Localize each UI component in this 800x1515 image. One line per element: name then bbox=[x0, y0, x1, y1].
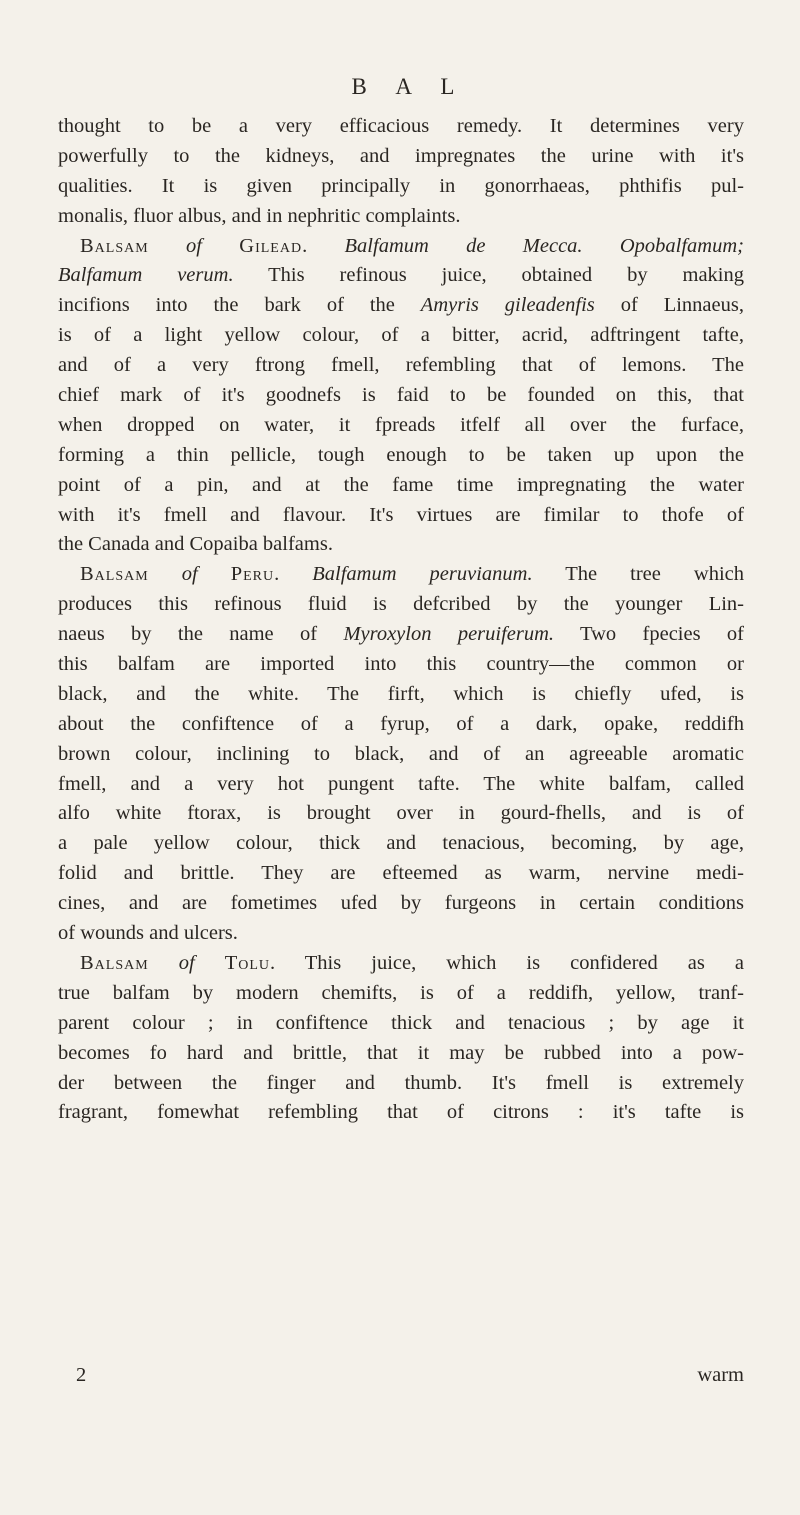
text-line bbox=[58, 1069, 744, 1099]
text-line bbox=[58, 321, 744, 351]
text-segment: becomes fo hard and brittle, that it may be rubbed into a pow- bbox=[58, 1041, 744, 1064]
text-segment: . bbox=[274, 563, 313, 586]
text-segment: chief mark of it's goodnefs is faid to be founded on this, that bbox=[58, 384, 744, 407]
signature-mark: 2 bbox=[76, 1364, 87, 1386]
text-line bbox=[58, 501, 744, 531]
text-segment: naeus by the name of bbox=[58, 623, 344, 646]
text-line bbox=[58, 770, 744, 800]
text-segment: folid and brittle. They are efteemed as warm, nervine medi- bbox=[58, 862, 744, 885]
text-line bbox=[58, 1039, 744, 1069]
text-segment: fmell, and a very hot pungent tafte. The white balfam, called bbox=[58, 772, 744, 795]
text-line bbox=[58, 979, 744, 1009]
text-line bbox=[58, 202, 744, 232]
text-line bbox=[58, 620, 744, 650]
text-line bbox=[58, 1009, 744, 1039]
text-line bbox=[58, 710, 744, 740]
text-line bbox=[58, 949, 744, 979]
text-segment: forming a thin pellicle, tough enough to be taken up upon the bbox=[58, 443, 744, 466]
text-segment: . bbox=[302, 234, 345, 257]
text-segment: thought to be a very efficacious remedy. It determines very bbox=[58, 115, 744, 137]
text-line bbox=[58, 232, 744, 262]
text-segment: about the confiftence of a fyrup, of a dark, opake, reddifh bbox=[58, 712, 744, 735]
text-line bbox=[58, 112, 744, 142]
text-segment: cines, and are fometimes ufed by furgeons in certain conditions bbox=[58, 892, 744, 915]
text-line bbox=[58, 740, 744, 770]
text-line bbox=[58, 261, 744, 291]
text-segment: of bbox=[148, 951, 225, 974]
text-line bbox=[58, 590, 744, 620]
text-line bbox=[58, 172, 744, 202]
catchword: warm bbox=[697, 1364, 744, 1386]
text-line bbox=[58, 859, 744, 889]
text-segment: true balfam by modern chemifts, is of a reddifh, yellow, tranf- bbox=[58, 981, 744, 1004]
text-segment: This refinous juice, obtained by making bbox=[233, 264, 744, 287]
text-segment: Two fpecies of bbox=[554, 623, 744, 646]
text-segment: The tree which bbox=[532, 563, 745, 586]
text-segment: powerfully to the kidneys, and impregnates the urine with it's bbox=[58, 144, 744, 167]
text-segment: incifions into the bark of the bbox=[58, 294, 421, 317]
body-text bbox=[58, 112, 744, 1128]
text-segment: Balsam bbox=[80, 234, 149, 257]
text-segment: brown colour, inclining to black, and of an agreeable aromatic bbox=[58, 742, 744, 765]
text-segment: of bbox=[148, 563, 231, 586]
text-segment: this balfam are imported into this country—the common or bbox=[58, 653, 744, 676]
text-segment: a pale yellow colour, thick and tenacious, becoming, by age, bbox=[58, 832, 744, 855]
text-line bbox=[58, 889, 744, 919]
text-line bbox=[58, 381, 744, 411]
text-segment: and of a very ftrong fmell, refembling that of lemons. The bbox=[58, 354, 744, 377]
text-line bbox=[58, 650, 744, 680]
text-line bbox=[58, 560, 744, 590]
text-segment: Myroxylon peruiferum. bbox=[343, 623, 555, 646]
text-segment: . This juice, which is confidered as a bbox=[270, 951, 744, 974]
text-segment: Peru bbox=[230, 563, 275, 586]
text-segment: Tolu bbox=[224, 951, 270, 974]
text-line bbox=[58, 471, 744, 501]
page-footer bbox=[58, 1360, 744, 1390]
text-segment: Balsam bbox=[80, 563, 149, 586]
text-line bbox=[58, 142, 744, 172]
text-segment: Gilead bbox=[239, 234, 303, 257]
text-segment: with it's fmell and flavour. It's virtues are fimilar to thofe of bbox=[58, 503, 744, 526]
text-line bbox=[58, 829, 744, 859]
text-segment: Balsam bbox=[80, 951, 149, 974]
text-line bbox=[58, 441, 744, 471]
text-line bbox=[58, 351, 744, 381]
text-line bbox=[58, 1098, 744, 1128]
text-line bbox=[58, 530, 744, 560]
text-segment: der between the finger and thumb. It's fmell is extremely bbox=[58, 1071, 744, 1094]
text-line bbox=[58, 799, 744, 829]
text-segment: black, and the white. The firft, which is chiefly ufed, is bbox=[58, 682, 744, 705]
text-segment: when dropped on water, it fpreads itfelf all over the furface, bbox=[58, 413, 744, 436]
text-segment: of Linnaeus, bbox=[594, 294, 744, 317]
text-segment: Balfamum peruvianum. bbox=[312, 563, 533, 586]
text-line bbox=[58, 680, 744, 710]
text-line bbox=[58, 919, 744, 949]
text-segment: monalis, fluor albus, and in nephritic complaints. bbox=[58, 204, 461, 227]
text-segment: point of a pin, and at the fame time impregnating the water bbox=[58, 473, 744, 496]
text-segment: Balfamum verum. bbox=[58, 264, 234, 287]
text-segment: Balfamum de Mecca. Opobalfamum; bbox=[344, 234, 744, 257]
text-segment: of wounds and ulcers. bbox=[58, 922, 238, 945]
text-segment: fragrant, fomewhat refembling that of citrons : it's tafte is bbox=[58, 1101, 744, 1124]
text-segment: parent colour ; in confiftence thick and tenacious ; by age it bbox=[58, 1011, 744, 1034]
text-segment: is of a light yellow colour, of a bitter, acrid, adftringent tafte, bbox=[58, 324, 744, 347]
text-segment: the Canada and Copaiba balfams. bbox=[58, 533, 333, 556]
text-line bbox=[58, 411, 744, 441]
text-line bbox=[58, 291, 744, 321]
running-head: B A L bbox=[351, 74, 467, 99]
text-segment: Amyris gileadenfis bbox=[420, 294, 595, 317]
text-segment: alfo white ftorax, is brought over in gourd-fhells, and is of bbox=[58, 802, 744, 825]
text-segment: qualities. It is given principally in gonorrhaeas, phthifis pul- bbox=[58, 174, 744, 197]
text-segment: produces this refinous fluid is defcribed by the younger Lin- bbox=[58, 593, 744, 616]
text-segment: of bbox=[148, 234, 240, 257]
